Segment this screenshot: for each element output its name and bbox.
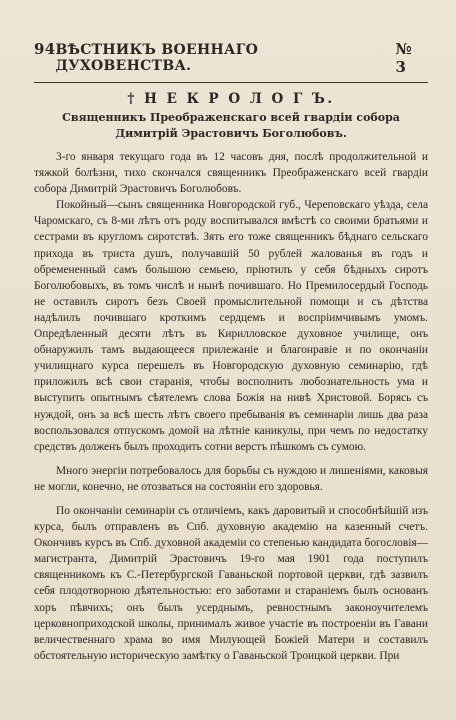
header-rule — [34, 82, 428, 83]
paragraph-1: 3-го января текущаго года въ 12 часовъ дня, послѣ продолжительной и тяжкой болѣзни, тихо скончался священникъ Преображенскаго всей гвардiи собора Димитрiй Эрастовичъ Боголюбовъ. — [34, 151, 428, 196]
paragraph-2: Покойный—сынъ священника Новгородской губ., Череповскаго уѣзда, села Чаромскаго, съ 8-ми лѣтъ отъ роду воспитывался вмѣстѣ со своими братьями и сестрами въ кругломъ сиротствѣ. Зять его тоже священникъ бѣднаго сельскаго прихода въ триста душъ, получавшiй 50 рублей жалованья въ годъ и обремененный самъ большою семьею, прiютилъ у себя бѣдныхъ сиротъ Боголюбовыхъ, въ томъ числѣ и нынѣ почившаго. Но Премилосердый Господь не оставилъ сиротъ безъ Своей промыслительной помощи и съ дѣтства надѣлилъ почившаго кроткимъ сердцемъ и воспрiимчивымъ умомъ. Опредѣленный десяти лѣтъ въ Кирилловское духовное училище, онъ обнаружилъ тамъ выдающееся прилежанiе и благонравiе и по окончанiи училищнаго курса перешелъ въ Новгородскую духовную семинарiю, гдѣ приложилъ всѣ свои старанiя, чтобы восполнить любознательность ума и выступить опытнымъ сѣятелемъ слова Божiя на нивѣ Христовой. Борясь съ нуждой, онъ за всѣ шесть лѣтъ своего пребыванiя въ семинарiи лишь два раза воспользовался отпускомъ домой на лѣтнiе каникулы, при чемъ по недостатку средствъ долженъ былъ проходить сотни верстъ пѣшкомъ съ сумою. — [34, 199, 428, 453]
page-header — [34, 40, 428, 76]
paragraph-3: Много энергiи потребовалось для борьбы съ нуждою и лишенiями, каковыя не могли, конечно, не отозваться на состоянiи его здоровья. — [34, 464, 428, 493]
issue-number: № 3 — [395, 40, 413, 76]
paragraph-gap — [34, 495, 428, 503]
article-title: Священникъ Преображенскаго всей гвардiи собора Димитрiй Эрастовичъ Боголюбовъ. — [62, 111, 400, 140]
journal-title: ВѢСТНИКЪ ВОЕННАГО ДУХОВЕНСТВА. — [55, 42, 259, 74]
section-title: † Н Е К Р О Л О Г Ъ. — [127, 91, 335, 107]
paragraph-4: По окончанiи семинарiи съ отличiемъ, какъ даровитый и способнѣйшiй изъ курса, былъ отправленъ въ Спб. духовную академiю на казенный счетъ. Окончивъ курсъ въ Спб. духовной академiи со степенью кандидата богословiя—магистранта, Димитрiй Эрастовичъ 19-го мая 1901 года поступилъ священникомъ къ С.-Петербургской Гаваньской портовой церкви, гдѣ зазвилъ себя плодотворною дѣятельностью: его заботами и старанiемъ былъ основанъ хоръ пѣвчихъ; онъ былъ усерднымъ, ревностнымъ законоучителемъ церковноприходской школы, принималъ живое участiе въ построенiи въ Гавани величественнаго храма во имя Милующей Божiей Матери и составилъ обстоятельную историческую замѣтку о Гаваньской Троицкой церкви. При — [34, 504, 428, 662]
page-number: 94 — [34, 40, 56, 58]
paragraph-gap — [34, 455, 428, 463]
